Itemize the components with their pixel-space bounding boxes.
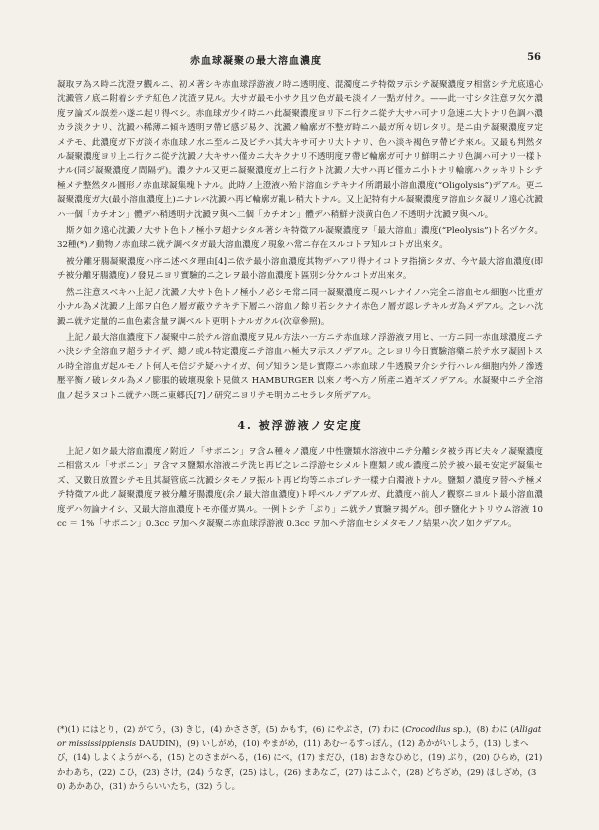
section-heading: 4. 被浮游液ノ安定度	[237, 418, 363, 432]
paragraph: 被分離牙腸凝聚濃度ハ序ニ述ベタ理由[4]ニ依テ最小溶血濃度其物デハアリ得ナイコトヲ指摘シタガ、今ヤ最大溶血濃度(即チ被分離牙腸濃度)ノ發見ニヨリ實驗的ニ之レヲ最小溶血濃度ト區別シ分ケルコトガ出來タ。	[57, 256, 543, 282]
paragraph: 上記ノ如ク最大溶血濃度ノ附近ノ「サポニン」ヲ含ム種々ノ濃度ノ中性鹽類水溶液中ニテ分離シタ被ラ再ビ夫々ノ凝聚濃度ニ相當スル「サポニン」ヲ含マヌ鹽類水溶液ニテ洗ヒ再ビ之レニ浮游セシメルト塵類ノ或ル濃度ニ於テ被ハ最モ安定デ凝集セズ、又數日放置シテモ且其凝管底ニ沈澱シタモノヲ振ルト再ビ均等ニホゴレテ一樣ナ白濁液トナル。鹽類ノ濃度ヲ替ヘテ極メテ特徵アル此ノ凝聚濃度ヲ被分離牙腸濃度(余ノ最大溶血濃度)ト呼ベルノデアルガ、此濃度ハ前人ノ觀察ニヨルト最小溶血濃度デハ勿論ナイシ、又最大溶血濃度トモ亦僅ガ異ル。一例トシテ「ぶり」ニ就テノ實驗ヲ揭ゲル。卽チ鹽化ナトリウム溶液 10cc ＝ 1%「サポニン」0.3cc ヲ加ヘタ凝聚ニ赤血球浮游液 0.3cc ヲ加ヘテ溶血セシメタモノノ結果ハ次ノ如クデアル。	[57, 446, 543, 529]
footnote	[57, 722, 543, 793]
author-name: DAUDIN	[136, 738, 176, 749]
paragraph: 凝取ヲ為ス時ニ沈澄ヲ觀ルニ、初メ著シキ赤血球浮游液ノ時ニ透明度、混濁度ニテ特徵ヲ示シテ凝聚濃度ヲ相當シテ尤底遠心沈澱管ノ底ニ附着シテテ紅色ノ沈渣ヲ見ル。大サガ最モ小サク且ツ色ガ最モ淡イノ一點ガ付ク。——此一寸シタ注意ヲ欠ケ濃度ヲ論ズル誤差ハ遂ニ起リ得ベシ。赤血球ガ少イ時ニハ此凝聚濃度ヨリ下ニ行クニ從テ大サハ可ナリ急速ニ大トナリ色調ハ濃カラ淡クナリ、沈澱ハ稀薄ニ傾キ透明ヲ帶ビ感ジ易ク、沈澱ノ輪廓ガ不整ガ時ニハ最ガ所々切レタリ。是ニ由テ凝聚濃度ヲ定メテモ、此濃度ガ下ガ淡イ赤血球ノ水ニ至ルニ及ビテハ其大キサ可ナリ大トナリ、色ハ淡キ褐色ヲ帶ビテ來ル。又最も判然タル凝聚濃度ヨリ上ニ行クニ從テ沈澱ノ大キサハ僅カニ大キクナリ不透明度ヲ帶ビ輪廓ガ可ナリ鮮明ニナリ色調ハ可ナリ一樣トナル(同ジ凝聚濃度ノ間隔デ)。濃クナル又更ニ凝聚濃度ガ上ニ行クト沈澱ノ大サハ再ビ僅カニ小トナリ輪廓ハクッキリトシテ極メテ整然タル圓形ノ赤血球凝集塊トナル。此時ノ上澄液ハ殆ド溶血シテキナイ所謂最小溶血濃度(“Oligolysis”)デアル。更ニ凝聚濃度ガ大(最小溶血濃度上)ニナレバ沈澱ハ再ビ輪廓ガ亂レ稍大トナル。又上記特有ナル凝聚濃度ヲ溶血シタ凝リノ遠心沈澱ハ一個「カチオン」體デハ稍透明ナ沈澱ヲ與ヘ二個「カチオン」體デハ稍鮮ナ淡黄白色ノ不透明ナ沈澱ヲ與ヘル。	[57, 80, 543, 220]
running-title: 赤血球凝聚の最大溶血濃度	[190, 56, 322, 67]
latin-name: Crocodilus	[405, 724, 451, 734]
latin-name: Alligator mississippiensis	[57, 724, 542, 749]
page-header	[0, 52, 599, 68]
footnote-text: sp.)，(8) わに (	[450, 724, 514, 734]
paragraph: 斯ク如ク遠心沈澱ノ大サト色トノ極小ヲ超ナシタル著シキ特徵アル凝聚濃度ヲ「最大溶血」濃度(“Pleolysis”)ト名ヅケタ。32種(*)ノ動物ノ赤血球ニ就テ調ベタガ最大溶血濃度ノ現象ハ常ニ存在スルコトヲ知ルコトガ出來タ。	[57, 226, 543, 251]
footnote-text: (*)(1) にはとり，(2) がてう，(3) きじ，(4) かささぎ，(5) かもす，(6) にやぶさ，(7) わに (	[57, 724, 406, 734]
paragraph: 上記ノ最大溶血濃度下ノ凝聚中ニ於テル溶血濃度ヲ見ル方法ハ一方ニテ赤血球ノ浮游液ヲ用ヒ、一方ニ同一赤血球濃度ニテハ決シテ全溶血ヲ超ラナイデ、總ノ或ル特定濃度ニテ溶血ハ極大ヲ示スノデアル。之レヨリ今日實驗溶藥ニ於テ水ヲ凝固トスル時全溶血ガ起ルモノト何人モ信ジテ疑ハナイガ、何ゾ知ラン是レ實際ニハ赤血球ノ牛透膜ヲ介シテ行ハレル細胞内外ノ滲透壓平衡ノ破レタル為メノ膨脹的破壞現象ト見做ス HAMBURGER 以來ノ考ヘ方ノ所產ニ過ギズノデアル。水凝聚中ニテ全溶血ノ起ラヌコトニ就テハ既ニ東郷氏[7]ノ研究ニヨリテモ明カニセラレタ所デアル。	[57, 332, 543, 401]
footnote-text: )，(9) いしがめ，(10) やまがめ，(11) あむーるすっぽん，(12) あかがいしよう，(13) しまへび，(14) しよくようがへる，(15) とのさまがへる，(16) にべ，(17) まだひ，(18) おきなひめじ，(19) ぶり，(20) ひらめ，(21) かわあち，(22) こひ，(23) さけ，(24) うなぎ，(25) はし，(26) まあなご，(27) はこふぐ，(28) どちざめ，(29) ほしざめ，(30) あかあひ，(31) かうらいいたち，(32) うし。	[57, 738, 543, 791]
paragraph: 然ニ注意スベキハ上記ノ沈澱ノ大サト色トノ極小ノ必シモ常ニ同一凝聚濃度ニ現ハレナイノハ完全ニ溶血セル細胞ハ比重ガ小ナル為メ沈澱ノ上部ヲ白色ノ層ガ蔽ウテキテ下層ニハ溶血ノ餘リ若シクナイ赤色ノ層ガ認レテキルガ為メデアル。之レハ沈澱ニ就テ定量的ニ血色素含量ヲ調ベルト更明トナルガクル(次章參照)。	[57, 287, 543, 327]
body-text	[57, 78, 543, 533]
page-number: 56	[527, 52, 541, 63]
